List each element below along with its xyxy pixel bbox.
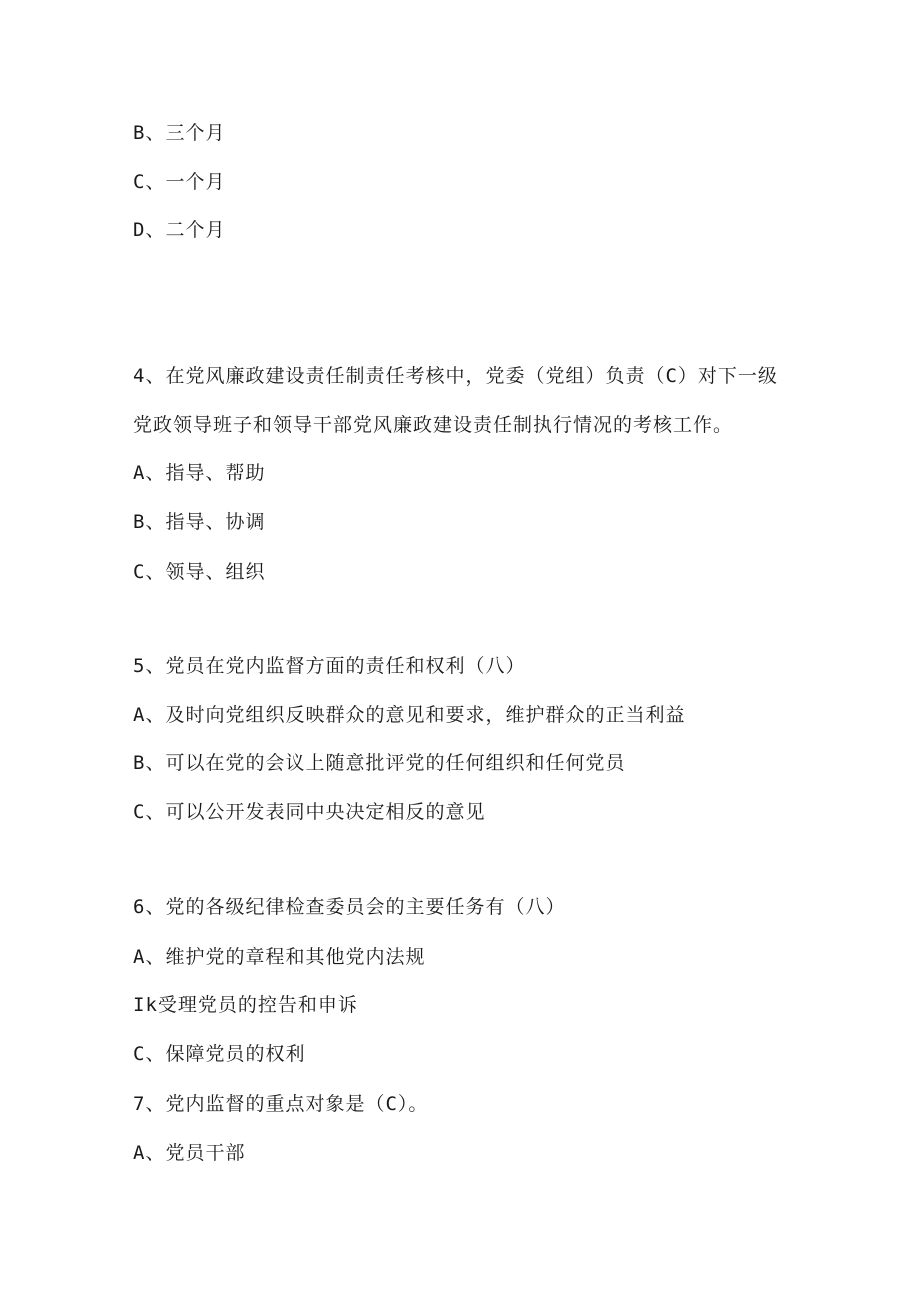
question-4-option-b: B、指导、协调 [133,511,266,533]
question-6-stem: 6、党的各级纪律检查委员会的主要任务有（八） [133,896,566,918]
question-6-option-a: A、维护党的章程和其他党内法规 [133,946,426,968]
question-4-stem-line-1: 4、在党风廉政建设责任制责任考核中，党委（党组）负责（C）对下一级 [133,365,778,387]
question-6-option-c: C、保障党员的权利 [133,1043,306,1065]
question-4-option-c: C、领导、组织 [133,561,266,583]
question-3-option-b: B、三个月 [133,122,226,144]
question-3-option-c: C、一个月 [133,171,226,193]
question-4-option-a: A、指导、帮助 [133,462,266,484]
question-6-option-b: Ik受理党员的控告和申诉 [133,994,358,1016]
question-5-stem: 5、党员在党内监督方面的责任和权利（八） [133,655,526,677]
question-7-stem: 7、党内监督的重点对象是（C）。 [133,1093,429,1115]
question-5-option-a: A、及时向党组织反映群众的意见和要求，维护群众的正当利益 [133,704,686,726]
question-5-option-c: C、可以公开发表同中央决定相反的意见 [133,801,486,823]
question-7-option-a: A、党员干部 [133,1142,246,1164]
question-3-option-d: D、二个月 [133,219,226,241]
question-5-option-b: B、可以在党的会议上随意批评党的任何组织和任何党员 [133,752,626,774]
question-4-stem-line-2: 党政领导班子和领导干部党风廉政建设责任制执行情况的考核工作。 [133,414,734,436]
